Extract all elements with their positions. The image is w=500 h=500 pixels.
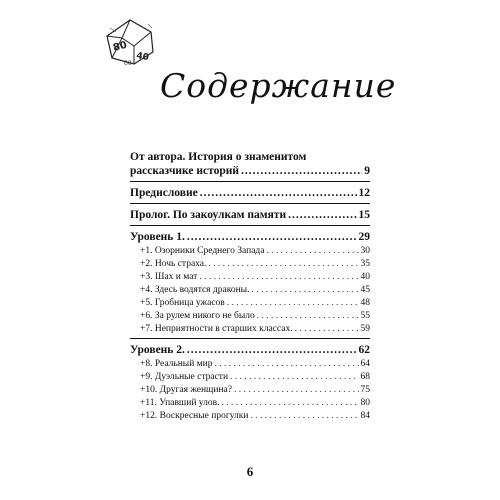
leader-dots (234, 385, 359, 395)
toc-subentry (130, 411, 370, 421)
die-number: 00 (124, 60, 132, 66)
toc-subentry (130, 285, 370, 295)
leader-dots (187, 231, 357, 243)
toc-subentry (130, 246, 370, 256)
toc-subentry-title: +4. Здесь водятся драконы. (140, 285, 250, 295)
toc-subentry-page: 45 (360, 285, 370, 295)
toc-subentry-page: 35 (360, 259, 370, 269)
toc-entry-author (130, 165, 370, 177)
toc-entry-preface (130, 187, 370, 199)
toc-subentry-title: +11. Упавший улов. (140, 398, 220, 408)
toc-subentry (130, 385, 370, 395)
toc-subentry-page: 40 (360, 272, 370, 282)
toc-entry-page: 15 (358, 209, 370, 221)
leader-dots (221, 398, 358, 408)
toc-subentry-title: +9. Дуэльные страсти (140, 372, 229, 382)
toc-subentry (130, 272, 370, 282)
divider (130, 181, 370, 182)
toc-subentry-title: +10. Другая женщина? (140, 385, 232, 395)
die-number: 40 (135, 51, 150, 64)
leader-dots (199, 272, 358, 282)
toc-entry-page: 12 (358, 187, 370, 199)
toc-entry-title: рассказчике историй (130, 165, 240, 177)
toc-entry-title: Пролог. По закоулкам памяти (130, 209, 287, 221)
toc-entry-title: Уровень 2. (130, 344, 185, 356)
leader-dots (266, 246, 358, 256)
page-title: Содержание (160, 66, 397, 105)
divider (130, 225, 370, 226)
leader-dots (295, 324, 359, 334)
leader-dots (200, 187, 357, 199)
toc-entry-author-line1: От автора. История о знаменитом (130, 151, 307, 163)
toc-entry-page: 62 (358, 344, 370, 356)
toc-subentry (130, 259, 370, 269)
toc-subentry (130, 324, 370, 334)
toc-subentry-title: +5. Гробница ужасов (140, 298, 225, 308)
toc-subentry-page: 55 (360, 311, 370, 321)
toc-entry-prologue (130, 209, 370, 221)
table-of-contents (130, 150, 370, 421)
leader-dots (257, 311, 359, 321)
toc-entry-level2 (130, 344, 370, 356)
dice-icon (104, 18, 156, 66)
toc-entry-level1 (130, 231, 370, 243)
toc-subentry-page: 75 (360, 385, 370, 395)
toc-subentry (130, 359, 370, 369)
toc-subentry (130, 298, 370, 308)
toc-subentry-page: 64 (360, 359, 370, 369)
toc-subentry-page: 30 (360, 246, 370, 256)
toc-subentry-title: +7. Неприятности в старших классах. (140, 324, 293, 334)
toc-subentry-title: +8. Реальный мир (140, 359, 213, 369)
leader-dots (251, 285, 358, 295)
toc-entry-page: 29 (358, 231, 370, 243)
toc-subentry-page: 48 (360, 298, 370, 308)
toc-entry-page: 9 (364, 165, 370, 177)
leader-dots (251, 411, 359, 421)
toc-entry-title: Уровень 1. (130, 231, 185, 243)
divider (130, 203, 370, 204)
leader-dots (227, 298, 359, 308)
leader-dots (215, 359, 359, 369)
toc-subentry-page: 68 (360, 372, 370, 382)
toc-subentry-page: 59 (360, 324, 370, 334)
leader-dots (230, 372, 358, 382)
toc-subentry-title: +12. Воскресные прогулки (140, 411, 249, 421)
leader-dots (288, 209, 356, 221)
toc-subentry-page: 84 (360, 411, 370, 421)
toc-subentry-title: +2. Ночь страха. (140, 259, 207, 269)
toc-subentry (130, 398, 370, 408)
toc-subentry-title: +1. Озорники Среднего Запада (140, 246, 265, 256)
toc-subentry-page: 80 (360, 398, 370, 408)
toc-subentry (130, 311, 370, 321)
toc-subentry-title: +3. Шах и мат (140, 272, 198, 282)
die-number: 80 (111, 39, 129, 54)
leader-dots (187, 344, 357, 356)
toc-subentry-title: +6. За рулем никого не было (140, 311, 255, 321)
toc-subentry (130, 372, 370, 382)
page-number: 6 (246, 464, 254, 479)
leader-dots (208, 259, 358, 269)
toc-entry-title: Предисловие (130, 187, 198, 199)
leader-dots (241, 165, 362, 177)
divider (130, 338, 370, 339)
